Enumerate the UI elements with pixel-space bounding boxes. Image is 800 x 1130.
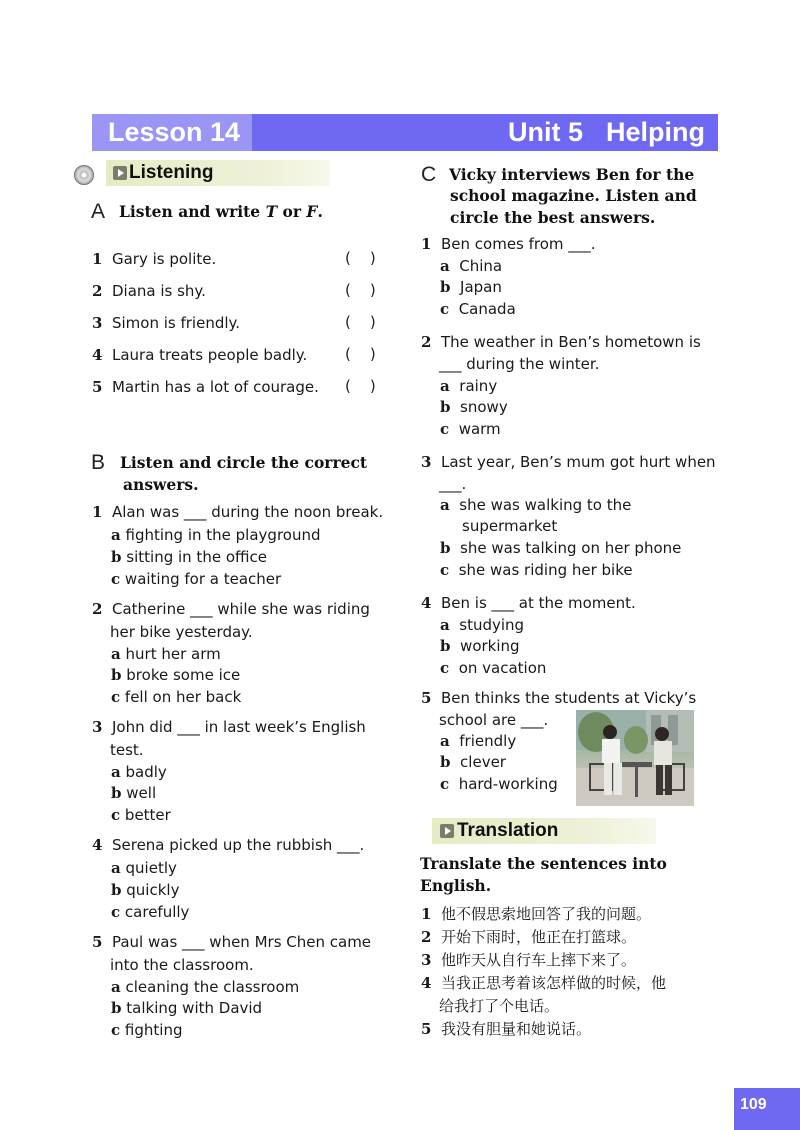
option-a[interactable]: a studying bbox=[440, 616, 525, 634]
option-c[interactable]: c carefully bbox=[111, 903, 190, 921]
list-item: 5 Martin has a lot of courage. bbox=[92, 378, 319, 396]
option-a-cont: supermarket bbox=[462, 517, 558, 535]
question-cont: into the classroom. bbox=[110, 956, 254, 974]
question: 4 Serena picked up the rubbish ___. bbox=[92, 836, 365, 854]
section-c-title-line1: Vicky interviews Ben for the bbox=[449, 165, 695, 184]
option-a[interactable]: a friendly bbox=[440, 732, 517, 750]
question-cont: test. bbox=[110, 741, 144, 759]
section-b-title-line2: answers. bbox=[123, 475, 199, 494]
question: 5 Paul was ___ when Mrs Chen came bbox=[92, 933, 372, 951]
cd-icon[interactable] bbox=[74, 165, 94, 185]
unit-number: Unit 5 bbox=[508, 117, 584, 147]
option-b[interactable]: b quickly bbox=[111, 881, 180, 899]
answer-bracket[interactable]: ( ) bbox=[345, 281, 376, 299]
option-c[interactable]: c hard-working bbox=[440, 775, 558, 793]
list-item: 1 Gary is polite. bbox=[92, 250, 217, 268]
list-item: 4 Laura treats people badly. bbox=[92, 346, 308, 364]
translation-title-line1: Translate the sentences into bbox=[420, 854, 667, 873]
list-item: 2 开始下雨时，他正在打篮球。 bbox=[421, 928, 636, 946]
play-icon[interactable] bbox=[113, 166, 127, 180]
option-c[interactable]: c warm bbox=[440, 420, 501, 438]
option-c[interactable]: c on vacation bbox=[440, 659, 547, 677]
option-b[interactable]: b she was talking on her phone bbox=[440, 539, 682, 557]
option-b[interactable]: b Japan bbox=[440, 278, 502, 296]
listening-label: Listening bbox=[129, 162, 214, 183]
option-b[interactable]: b broke some ice bbox=[111, 666, 241, 684]
unit-title: Helping bbox=[606, 117, 705, 147]
option-b[interactable]: b well bbox=[111, 784, 157, 802]
section-c-title-line2: school magazine. Listen and bbox=[450, 186, 697, 205]
students-photo bbox=[576, 710, 694, 806]
question: 2 The weather in Ben’s hometown is bbox=[421, 333, 701, 351]
page-number: 109 bbox=[734, 1088, 800, 1130]
section-a-letter: A bbox=[91, 200, 106, 223]
translation-label: Translation bbox=[457, 820, 559, 841]
option-c[interactable]: c waiting for a teacher bbox=[111, 570, 282, 588]
question-cont: her bike yesterday. bbox=[110, 623, 253, 641]
option-a[interactable]: a cleaning the classroom bbox=[111, 978, 300, 996]
option-a[interactable]: a rainy bbox=[440, 377, 498, 395]
option-a[interactable]: a hurt her arm bbox=[111, 645, 221, 663]
option-c[interactable]: c better bbox=[111, 806, 171, 824]
list-item-cont: 给我打了个电话。 bbox=[439, 997, 560, 1015]
option-b[interactable]: b snowy bbox=[440, 398, 508, 416]
answer-bracket[interactable]: ( ) bbox=[345, 377, 376, 395]
play-icon[interactable] bbox=[440, 824, 454, 838]
question: 2 Catherine ___ while she was riding bbox=[92, 600, 370, 618]
option-a[interactable]: a fighting in the playground bbox=[111, 526, 321, 544]
question-cont: ___ during the winter. bbox=[439, 355, 600, 373]
question-cont: school are ___. bbox=[439, 711, 549, 729]
option-a[interactable]: a China bbox=[440, 257, 503, 275]
question: 3 John did ___ in last week’s English bbox=[92, 718, 366, 736]
section-b-letter: B bbox=[91, 451, 106, 474]
option-a[interactable]: a she was walking to the bbox=[440, 496, 632, 514]
option-b[interactable]: b working bbox=[440, 637, 520, 655]
section-c-title-line3: circle the best answers. bbox=[450, 208, 656, 227]
list-item: 3 Simon is friendly. bbox=[92, 314, 241, 332]
option-a[interactable]: a quietly bbox=[111, 859, 177, 877]
question-cont: ___. bbox=[439, 475, 467, 493]
list-item: 1 他不假思索地回答了我的问题。 bbox=[421, 905, 651, 923]
translation-title-line2: English. bbox=[420, 876, 492, 895]
question: 1 Ben comes from ___. bbox=[421, 235, 596, 253]
section-c-letter: C bbox=[421, 163, 437, 186]
question: 4 Ben is ___ at the moment. bbox=[421, 594, 636, 612]
list-item: 4 当我正思考着该怎样做的时候，他 bbox=[421, 974, 666, 992]
option-c[interactable]: c she was riding her bike bbox=[440, 561, 633, 579]
list-item: 3 他昨天从自行车上摔下来了。 bbox=[421, 951, 636, 969]
question: 1 Alan was ___ during the noon break. bbox=[92, 503, 384, 521]
section-b-title-line1: Listen and circle the correct bbox=[120, 453, 368, 472]
option-b[interactable]: b clever bbox=[440, 753, 506, 771]
option-c[interactable]: c Canada bbox=[440, 300, 516, 318]
answer-bracket[interactable]: ( ) bbox=[345, 313, 376, 331]
question: 3 Last year, Ben’s mum got hurt when bbox=[421, 453, 716, 471]
option-c[interactable]: c fighting bbox=[111, 1021, 183, 1039]
option-c[interactable]: c fell on her back bbox=[111, 688, 242, 706]
lesson-title: Lesson 14 bbox=[108, 117, 241, 147]
students-photo-illustration bbox=[576, 710, 694, 806]
question: 5 Ben thinks the students at Vicky’s bbox=[421, 689, 697, 707]
list-item: 5 我没有胆量和她说话。 bbox=[421, 1020, 591, 1038]
section-a-title: Listen and write T or F. bbox=[119, 202, 323, 221]
option-b[interactable]: b talking with David bbox=[111, 999, 263, 1017]
option-b[interactable]: b sitting in the office bbox=[111, 548, 267, 566]
answer-bracket[interactable]: ( ) bbox=[345, 345, 376, 363]
answer-bracket[interactable]: ( ) bbox=[345, 249, 376, 267]
option-a[interactable]: a badly bbox=[111, 763, 167, 781]
list-item: 2 Diana is shy. bbox=[92, 282, 206, 300]
